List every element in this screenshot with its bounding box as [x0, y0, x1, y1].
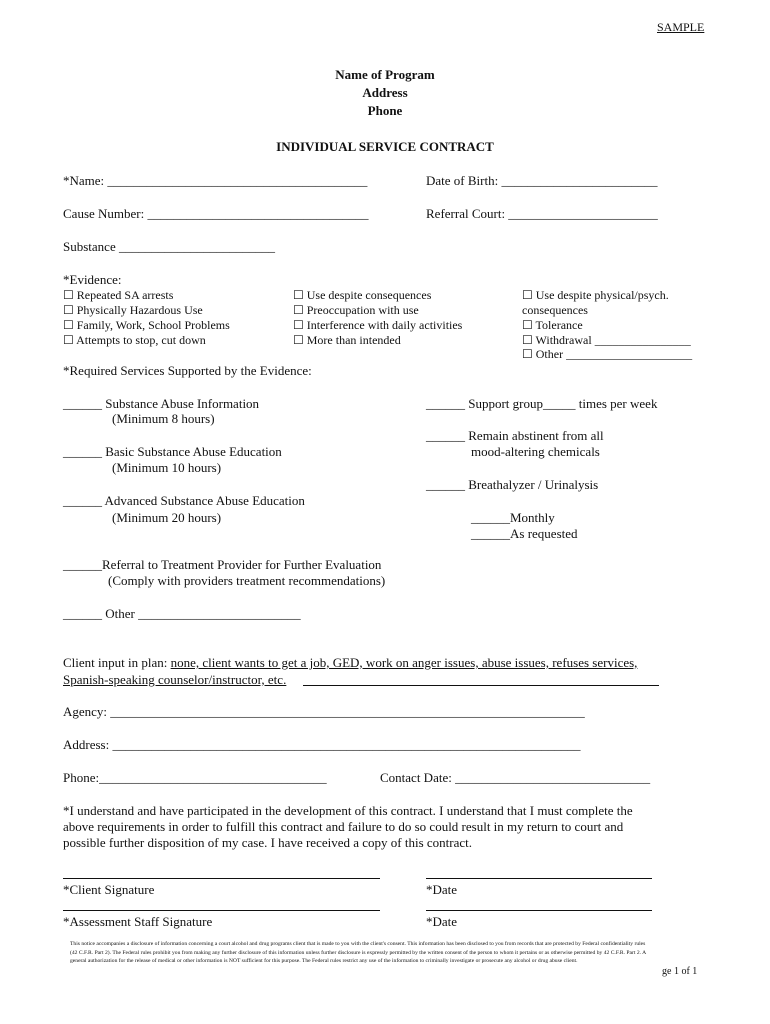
- page-number: ge 1 of 1: [662, 966, 698, 977]
- date2-label: *Date: [426, 914, 458, 929]
- dob-field[interactable]: Date of Birth: ________________________: [426, 173, 658, 188]
- evidence-item-use-despite[interactable]: ☐ Use despite consequences: [293, 288, 432, 302]
- service-other[interactable]: ______ Other _________________________: [63, 606, 301, 621]
- service-breathalyzer[interactable]: ______ Breathalyzer / Urinalysis: [426, 477, 599, 492]
- service-advanced-education-minimum: (Minimum 20 hours): [112, 510, 222, 525]
- service-basic-education[interactable]: ______ Basic Substance Abuse Education: [63, 444, 282, 459]
- service-sa-information-minimum: (Minimum 8 hours): [112, 411, 215, 426]
- evidence-item-interference[interactable]: ☐ Interference with daily activities: [293, 318, 463, 332]
- program-phone: Phone: [367, 103, 403, 118]
- client-input-line2[interactable]: Spanish-speaking counselor/instructor, etc.: [63, 672, 287, 687]
- evidence-item-family-problems[interactable]: ☐ Family, Work, School Problems: [63, 318, 230, 332]
- date2-line[interactable]: [426, 910, 652, 911]
- date1-line[interactable]: [426, 878, 652, 879]
- client-signature-label: *Client Signature: [63, 882, 155, 897]
- service-monthly[interactable]: ______Monthly: [471, 510, 555, 525]
- evidence-item-more-than-intended[interactable]: ☐ More than intended: [293, 333, 401, 347]
- name-field[interactable]: *Name: ________________________________________: [63, 173, 368, 188]
- evidence-item-attempts-stop[interactable]: ☐ Attempts to stop, cut down: [63, 333, 206, 347]
- agreement-line3: possible further disposition of my case. I have received a copy of this contract.: [63, 835, 473, 850]
- service-basic-education-minimum: (Minimum 10 hours): [112, 460, 222, 475]
- client-input-label: Client input in plan:: [63, 655, 168, 670]
- evidence-item-hazardous-use[interactable]: ☐ Physically Hazardous Use: [63, 303, 203, 317]
- program-name: Name of Program: [335, 67, 435, 82]
- client-input-underline: [303, 685, 659, 686]
- evidence-item-physical-psych-cont: consequences: [522, 303, 588, 317]
- agency-field[interactable]: Agency: _________________________________________________________________________: [63, 704, 585, 719]
- agreement-line1: *I understand and have participated in the development of this contract. I understand that I must complete the: [63, 803, 633, 818]
- confidentiality-notice: This notice accompanies a disclosure of information concerning a court alcohol and drug programs client that is made to you with the client's consent. This information has been disclosed to you from records that are protected by Federal confidentiality rules (42 C.F.R. Part 2). The Federal rules prohibit you from making any further disclosure of this information unless further disclosure is expressly permitted by the written consent of the person to whom it pertains or as otherwise permitted by 42 C.F.R. Part 2. A general authorization for the release of medical or other information is NOT sufficient for this purpose. The Federal rules restrict any use of the information to criminally investigate or prosecute any alcohol or drug abuse client.: [70, 941, 646, 965]
- client-input-row: [63, 655, 637, 671]
- service-support-group[interactable]: ______ Support group_____ times per week: [426, 396, 658, 411]
- evidence-item-repeated-arrests[interactable]: ☐ Repeated SA arrests: [63, 288, 174, 302]
- service-remain-abstinent[interactable]: ______ Remain abstinent from all: [426, 428, 604, 443]
- client-input-line1[interactable]: none, client wants to get a job, GED, work on anger issues, abuse issues, refuses services,: [170, 655, 638, 670]
- referral-court-field[interactable]: Referral Court: _______________________: [426, 206, 658, 221]
- date1-label: *Date: [426, 882, 458, 897]
- evidence-item-physical-psych[interactable]: ☐ Use despite physical/psych.: [522, 288, 669, 302]
- service-referral-note: (Comply with providers treatment recommendations): [108, 573, 386, 588]
- agreement-line2: above requirements in order to fulfill this contract and failure to do so could result in my return to court and: [63, 819, 624, 834]
- service-remain-abstinent-cont: mood-altering chemicals: [471, 444, 600, 459]
- evidence-item-withdrawal[interactable]: ☐ Withdrawal ________________: [522, 333, 691, 347]
- evidence-item-other[interactable]: ☐ Other _____________________: [522, 347, 693, 361]
- service-sa-information[interactable]: ______ Substance Abuse Information: [63, 396, 260, 411]
- program-address: Address: [362, 85, 408, 100]
- page-title: INDIVIDUAL SERVICE CONTRACT: [276, 139, 494, 154]
- evidence-item-tolerance[interactable]: ☐ Tolerance: [522, 318, 583, 332]
- evidence-label: *Evidence:: [63, 272, 122, 287]
- services-label: *Required Services Supported by the Evidence:: [63, 363, 312, 378]
- evidence-item-preoccupation[interactable]: ☐ Preoccupation with use: [293, 303, 419, 317]
- contact-date-field[interactable]: Contact Date: ______________________________: [380, 770, 651, 785]
- client-signature-line[interactable]: [63, 878, 380, 879]
- service-referral[interactable]: ______Referral to Treatment Provider for Further Evaluation: [63, 557, 382, 572]
- sample-label: SAMPLE: [657, 20, 705, 34]
- substance-field[interactable]: Substance ________________________: [63, 239, 275, 254]
- address-field[interactable]: Address: ________________________________________________________________________: [63, 737, 581, 752]
- staff-signature-line[interactable]: [63, 910, 380, 911]
- phone-field[interactable]: Phone:___________________________________: [63, 770, 327, 785]
- staff-signature-label: *Assessment Staff Signature: [63, 914, 213, 929]
- service-as-requested[interactable]: ______As requested: [471, 526, 578, 541]
- service-advanced-education[interactable]: ______ Advanced Substance Abuse Education: [63, 493, 305, 508]
- cause-number-field[interactable]: Cause Number: __________________________________: [63, 206, 369, 221]
